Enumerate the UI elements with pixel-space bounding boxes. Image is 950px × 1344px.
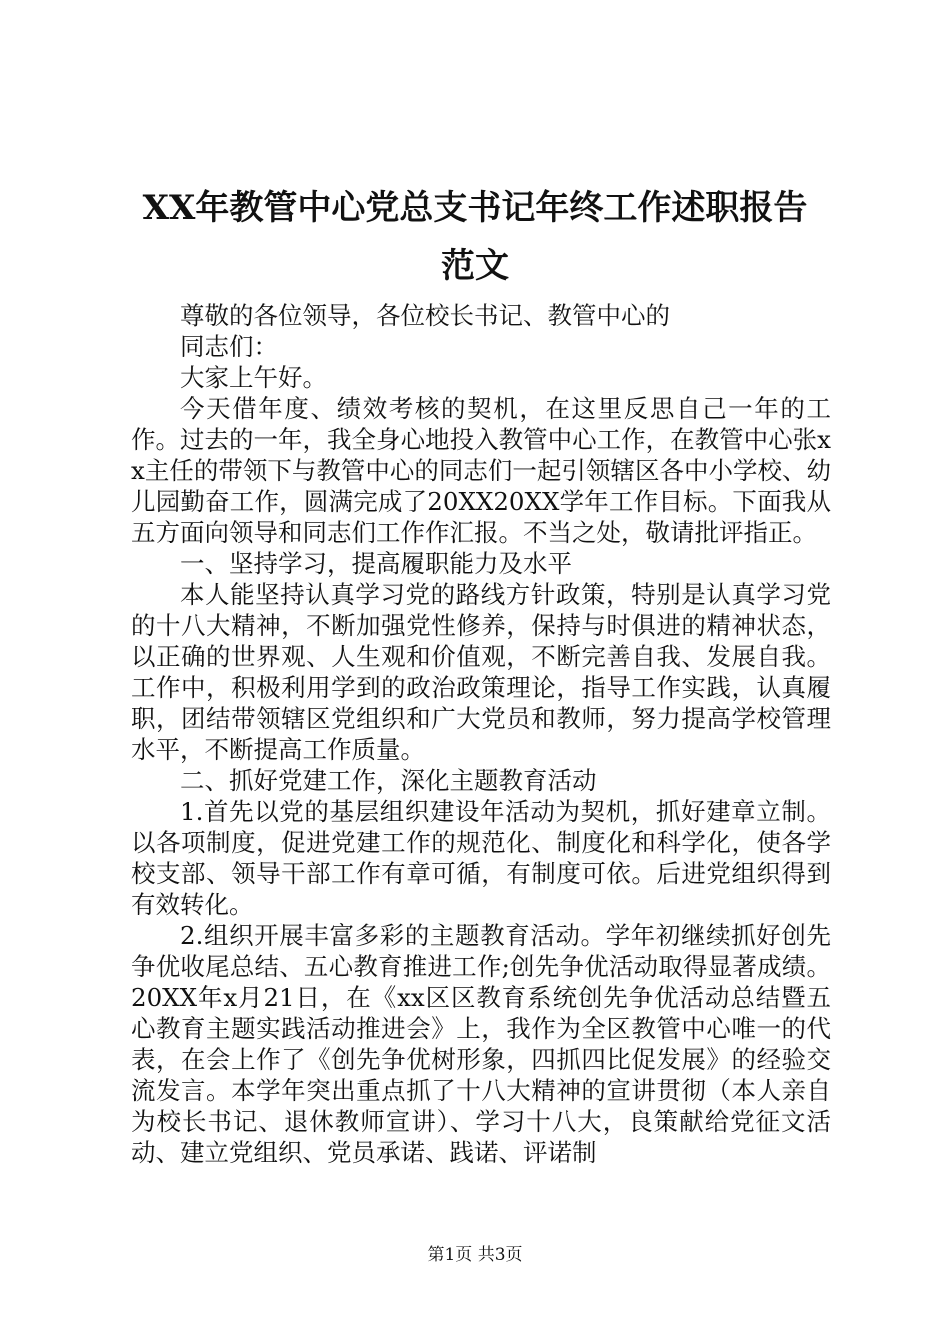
document-title-line-2: 范文 xyxy=(441,246,509,286)
section-heading-1: 一、坚持学习，提高履职能力及水平 xyxy=(180,549,572,578)
document-title-line-1: XX年教管中心党总支书记年终工作述职报告 xyxy=(142,188,808,228)
paragraph-section-1: 本人能坚持认真学习党的路线方针政策，特别是认真学习党的十八大精神，不断加强党性修养，保持与时俱进的精神状态，以正确的世界观、人生观和价值观，不断完善自我、发展自我。工作中，积极利用学到的政治政策理论，指导工作实践，认真履职，团结带领辖区党组织和广大党员和教师，努力提高学校管理水平，不断提高工作质量。 xyxy=(131,580,831,764)
paragraph-item-2: 2.组织开展丰富多彩的主题教育活动。学年初继续抓好创先争优收尾总结、五心教育推进工作;创先争优活动取得显著成绩。20XX年x月21日，在《xx区区教育系统创先争优活动总结暨五心教育主题实践活动推进会》上，我作为全区教管中心唯一的代表，在会上作了《创先争优树形象，四抓四比促发展》的经验交流发言。本学年突出重点抓了十八大精神的宣讲贯彻（本人亲自为校长书记、退休教师宣讲）、学习十八大，良策献给党征文活动、建立党组织、党员承诺、践诺、评诺制 xyxy=(131,921,831,1167)
paragraph-salutation: 尊敬的各位领导，各位校长书记、教管中心的 xyxy=(180,301,670,330)
document-body xyxy=(131,300,831,1168)
page-number-footer: 第1页 共3页 xyxy=(427,1245,523,1265)
paragraph-introduction: 今天借年度、绩效考核的契机，在这里反思自己一年的工作。过去的一年，我全身心地投入教管中心工作，在教管中心张xx主任的带领下与教管中心的同志们一起引领辖区各中小学校、幼儿园勤奋工作，圆满完成了20XX20XX学年工作目标。下面我从五方面向领导和同志们工作作汇报。不当之处，敬请批评指正。 xyxy=(131,394,831,547)
paragraph-item-1: 1.首先以党的基层组织建设年活动为契机，抓好建章立制。以各项制度，促进党建工作的规范化、制度化和科学化，使各学校支部、领导干部工作有章可循，有制度可依。后进党组织得到有效转化。 xyxy=(131,797,831,919)
paragraph-greeting: 大家上午好。 xyxy=(180,363,327,392)
section-heading-2: 二、抓好党建工作，深化主题教育活动 xyxy=(180,766,597,795)
paragraph-salutation-continued: 同志们： xyxy=(180,332,278,361)
